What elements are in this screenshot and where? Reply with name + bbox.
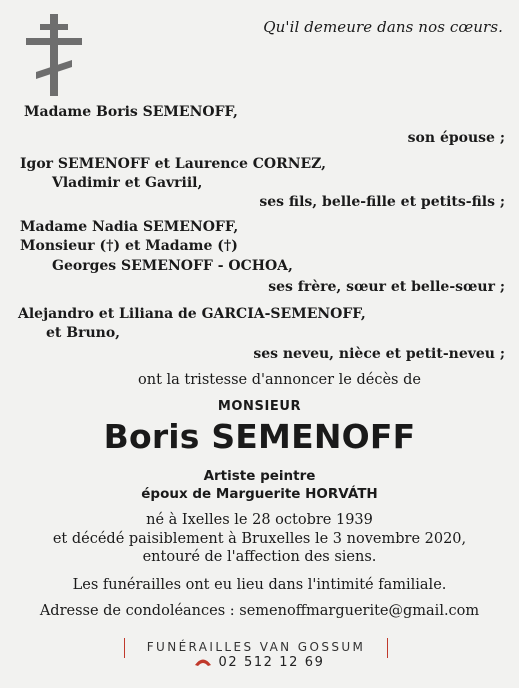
announcement-intro: ont la tristesse d'annoncer le décès de bbox=[138, 372, 421, 388]
spouse-name: Madame Boris SEMENOFF, bbox=[24, 104, 238, 120]
deceased-spouse: époux de Marguerite HORVÁTH bbox=[141, 486, 378, 502]
siblings-relation: ses frère, sœur et belle-sœur ; bbox=[268, 279, 505, 295]
death-line: et décédé paisiblement à Bruxelles le 3 novembre 2020, bbox=[52, 531, 467, 547]
deceased-profession: Artiste peintre bbox=[203, 468, 316, 484]
phone-number: 02 512 12 69 bbox=[218, 655, 325, 670]
funeral-home-name: FUNÉRAILLES VAN GOSSUM bbox=[146, 640, 366, 654]
motto: Qu'il demeure dans nos cœurs. bbox=[263, 18, 503, 36]
funeral-note: Les funérailles ont eu lieu dans l'intimité familiale. bbox=[72, 577, 447, 593]
funeral-home-phone bbox=[0, 655, 519, 670]
nephews-relation: ses neveu, nièce et petit-neveu ; bbox=[253, 346, 505, 362]
deceased-title: MONSIEUR bbox=[217, 399, 302, 414]
siblings-line-1: Madame Nadia SEMENOFF, bbox=[20, 219, 239, 235]
surrounded-line: entouré de l'affection des siens. bbox=[142, 549, 377, 565]
deceased-name: Boris SEMENOFF bbox=[103, 417, 416, 456]
birth-line: né à Ixelles le 28 octobre 1939 bbox=[146, 512, 373, 528]
spouse-relation: son épouse ; bbox=[407, 130, 505, 146]
siblings-line-3: Georges SEMENOFF - OCHOA, bbox=[52, 258, 293, 274]
phone-icon bbox=[194, 657, 212, 667]
nephews-line-2: et Bruno, bbox=[46, 325, 121, 341]
sons-line-2: Vladimir et Gavriil, bbox=[52, 175, 203, 191]
condolences-address: Adresse de condoléances : semenoffmarguerite@gmail.com bbox=[39, 603, 480, 619]
sons-line-1: Igor SEMENOFF et Laurence CORNEZ, bbox=[20, 156, 327, 172]
sons-relation: ses fils, belle-fille et petits-fils ; bbox=[259, 194, 505, 210]
nephews-line-1: Alejandro et Liliana de GARCIA-SEMENOFF, bbox=[18, 306, 366, 322]
siblings-line-2: Monsieur (†) et Madame (†) bbox=[20, 238, 238, 254]
orthodox-cross-icon bbox=[24, 14, 84, 96]
